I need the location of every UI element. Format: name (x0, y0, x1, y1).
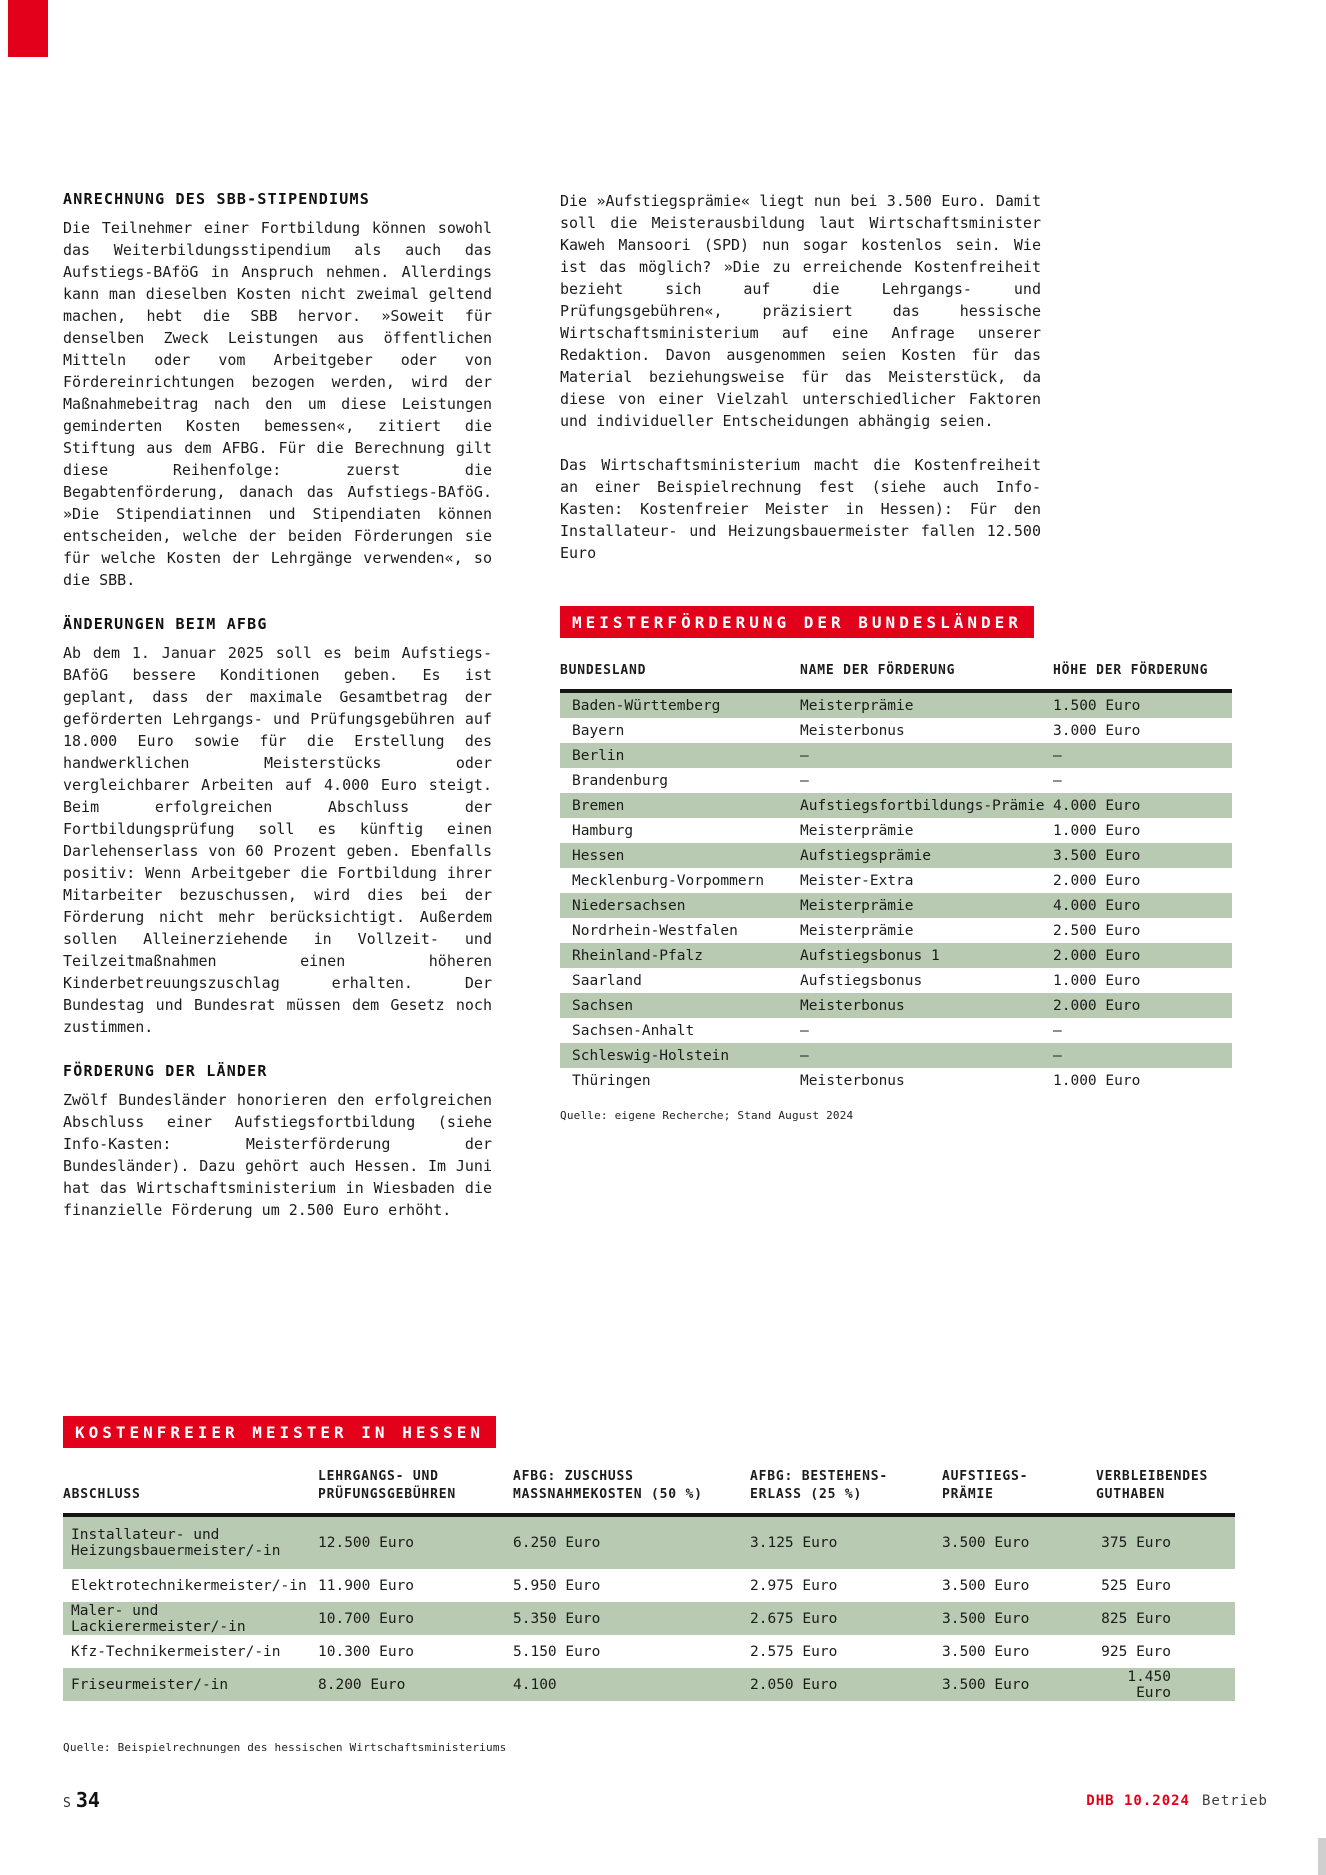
section-body: Ab dem 1. Januar 2025 soll es beim Aufstiegs-BAföG bessere Konditionen geben. Es ist geplant, dass der maximale Gesamtbetrag der geförderten Lehrgangs- und Prüfungsgebühren auf 18.000 Euro sowie für die Erstellung des handwerklichen Meisterstücks oder vergleichbarer Arbeiten auf 4.000 Euro steigt. Beim erfolgreichen Abschluss der Fortbildungsprüfung soll es künftig einen Darlehenserlass von 60 Prozent geben. Ebenfalls positiv: Wenn Arbeitgeber die Fortbildung ihrer Mitarbeiter bezuschussen, wird dies bei der Förderung nicht mehr berücksichtigt. Außerdem sollen Alleinerziehende in Vollzeit- und Teilzeitmaßnahmen einen höheren Kinderbetreuungszuschlag erhalten. Der Bundestag und Bundesrat müssen dem Gesetz noch zustimmen. (63, 644, 492, 1036)
cell-premium: 3.500 Euro (942, 1643, 1030, 1660)
cell-program: Aufstiegsfortbildungs-Prämie (800, 797, 1045, 814)
paragraph: Die »Aufstiegsprämie« liegt nun bei 3.500 Euro. Damit soll die Meisterausbildung laut Wirtschaftsminister Kaweh Mansoori (SPD) nun sogar kostenlos sein. Wie ist das möglich? »Die zu erreichende Kostenfreiheit bezieht sich auf die Lehrgangs- und Prüfungsgebühren«, präzisiert das hessische Wirtschaftsministerium auf eine Anfrage unserer Redaktion. Davon ausgenommen seien Kosten für das Material beziehungsweise für das Meisterstück, da diese von einer Vielzahl unterschiedlicher Faktoren und individueller Entscheidungen abhängig seien. (560, 192, 1041, 430)
cell-amount: – (1053, 747, 1062, 764)
cell-remission: 2.575 Euro (750, 1643, 838, 1660)
table-row (560, 793, 1232, 818)
cell-amount: – (1053, 772, 1062, 789)
cell-fees: 10.300 Euro (318, 1643, 415, 1660)
cell-amount: 2.000 Euro (1053, 947, 1141, 964)
states-table (560, 662, 1232, 1093)
article-section-laender (63, 1062, 492, 1221)
cell-amount: 3.500 Euro (1053, 847, 1141, 864)
article-section-afbg (63, 615, 492, 1038)
cell-amount: 2.500 Euro (1053, 922, 1141, 939)
page-edge-strip (1318, 1838, 1326, 1875)
cell-state: Schleswig-Holstein (572, 1047, 730, 1064)
column-header: VERBLEIBENDES GUTHABEN (1096, 1468, 1235, 1515)
cell-program: Meisterprämie (800, 897, 914, 914)
cell-remission: 3.125 Euro (750, 1535, 838, 1551)
cell-amount: 1.000 Euro (1053, 822, 1141, 839)
cell-state: Saarland (572, 972, 642, 989)
cell-state: Brandenburg (572, 772, 669, 789)
table-row (560, 1068, 1232, 1093)
table-source: Quelle: Beispielrechnungen des hessischen Wirtschaftsministeriums (63, 1741, 507, 1754)
cell-state: Baden-Württemberg (572, 697, 721, 714)
table-row (560, 1018, 1232, 1043)
red-corner-tab (8, 0, 48, 57)
cell-state: Hessen (572, 847, 625, 864)
table-row (560, 893, 1232, 918)
cell-amount: – (1053, 1022, 1062, 1039)
table-row (560, 943, 1232, 968)
cell-program: – (800, 1047, 809, 1064)
cell-program: Meister-Extra (800, 872, 914, 889)
cell-program: – (800, 747, 809, 764)
right-column (560, 190, 1041, 564)
cell-remaining: 375 Euro (1101, 1535, 1171, 1551)
cell-remission: 2.975 Euro (750, 1577, 838, 1594)
column-header: NAME DER FÖRDERUNG (800, 662, 1053, 691)
left-column (63, 190, 492, 1245)
cell-state: Sachsen (572, 997, 634, 1014)
section-heading: ANRECHNUNG DES SBB-STIPENDIUMS (63, 190, 370, 208)
cell-fees: 12.500 Euro (318, 1535, 415, 1551)
table-row (560, 691, 1232, 718)
table-row (560, 968, 1232, 993)
cell-degree: Installateur- und Heizungsbauermeister/-in (71, 1527, 281, 1559)
section-heading: FÖRDERUNG DER LÄNDER (63, 1062, 268, 1080)
cell-state: Bremen (572, 797, 625, 814)
article-section-sbb (63, 190, 492, 591)
cell-subsidy: 5.150 Euro (513, 1643, 601, 1660)
cell-program: Meisterprämie (800, 822, 914, 839)
cell-state: Mecklenburg-Vorpommern (572, 872, 765, 889)
cell-degree: Friseurmeister/-in (71, 1676, 229, 1693)
cell-state: Rheinland-Pfalz (572, 947, 703, 964)
cell-program: Aufstiegsbonus 1 (800, 947, 940, 964)
table-row (560, 768, 1232, 793)
cell-premium: 3.500 Euro (942, 1577, 1030, 1594)
cell-remission: 2.675 Euro (750, 1610, 838, 1627)
cell-premium: 3.500 Euro (942, 1676, 1030, 1693)
cell-amount: 3.000 Euro (1053, 722, 1141, 739)
cell-state: Sachsen-Anhalt (572, 1022, 695, 1039)
states-funding-infobox (560, 606, 1232, 1122)
cell-degree: Maler- und Lackierermeister/-in (71, 1602, 246, 1635)
cell-program: Meisterbonus (800, 722, 905, 739)
cell-fees: 8.200 Euro (318, 1676, 406, 1693)
page-prefix: S (63, 1796, 71, 1811)
table-row (560, 843, 1232, 868)
cell-degree: Elektrotechnikermeister/-in (71, 1577, 307, 1594)
cell-remaining: 825 Euro (1101, 1610, 1171, 1627)
table-source: Quelle: eigene Recherche; Stand August 2024 (560, 1109, 854, 1122)
header-row (63, 1468, 1235, 1515)
cell-amount: 4.000 Euro (1053, 797, 1141, 814)
cell-amount: 2.000 Euro (1053, 997, 1141, 1014)
cell-subsidy: 6.250 Euro (513, 1535, 601, 1551)
table-row (63, 1569, 1235, 1602)
cell-remission: 2.050 Euro (750, 1676, 838, 1693)
cell-program: Meisterbonus (800, 997, 905, 1014)
table-row (560, 718, 1232, 743)
column-header: BUNDESLAND (560, 662, 800, 691)
hessen-table (63, 1468, 1235, 1701)
cell-state: Hamburg (572, 822, 634, 839)
cell-premium: 3.500 Euro (942, 1535, 1030, 1551)
section-label: Betrieb (1201, 1793, 1268, 1809)
page-number (63, 1788, 100, 1812)
cell-amount: 1.000 Euro (1053, 1072, 1141, 1089)
section-heading: ÄNDERUNGEN BEIM AFBG (63, 615, 268, 633)
issue-label: DHB 10.2024 (1086, 1793, 1190, 1809)
column-header: AUFSTIEGS- PRÄMIE (942, 1468, 1096, 1515)
cell-state: Nordrhein-Westfalen (572, 922, 738, 939)
table-row (63, 1635, 1235, 1668)
table-row (63, 1515, 1235, 1569)
table-row (560, 818, 1232, 843)
page-number-value: 34 (75, 1788, 100, 1812)
cell-subsidy: 5.350 Euro (513, 1610, 601, 1627)
table-row (560, 993, 1232, 1018)
table-row (560, 868, 1232, 893)
cell-remaining: 925 Euro (1101, 1643, 1171, 1660)
cell-program: – (800, 1022, 809, 1039)
cell-fees: 11.900 Euro (318, 1577, 415, 1594)
cell-remaining: 1.450 Euro (1127, 1668, 1171, 1701)
column-header: ABSCHLUSS (63, 1468, 318, 1515)
cell-amount: 1.000 Euro (1053, 972, 1141, 989)
cell-state: Thüringen (572, 1072, 651, 1089)
column-header: LEHRGANGS- UND PRÜFUNGSGEBÜHREN (318, 1468, 513, 1515)
footer-issue-info (1086, 1793, 1268, 1809)
cell-program: – (800, 772, 809, 789)
cell-fees: 10.700 Euro (318, 1610, 415, 1627)
table-row (63, 1602, 1235, 1635)
cell-amount: 2.000 Euro (1053, 872, 1141, 889)
table-row (63, 1668, 1235, 1701)
cell-state: Berlin (572, 747, 625, 764)
cell-remaining: 525 Euro (1101, 1577, 1171, 1594)
column-header: AFBG: ZUSCHUSS MASSNAHMEKOSTEN (50 %) (513, 1468, 750, 1515)
cell-program: Aufstiegsprämie (800, 847, 931, 864)
cell-program: Meisterprämie (800, 697, 914, 714)
column-header: HÖHE DER FÖRDERUNG (1053, 662, 1232, 691)
cell-degree: Kfz-Technikermeister/-in (71, 1643, 281, 1660)
cell-amount: 1.500 Euro (1053, 697, 1141, 714)
table-row (560, 1043, 1232, 1068)
column-header: AFBG: BESTEHENS- ERLASS (25 %) (750, 1468, 942, 1515)
cell-amount: – (1053, 1047, 1062, 1064)
cell-subsidy: 4.100 (513, 1676, 557, 1693)
cell-program: Meisterprämie (800, 922, 914, 939)
table-row (560, 743, 1232, 768)
infobox-title: KOSTENFREIER MEISTER IN HESSEN (63, 1416, 496, 1448)
cell-program: Aufstiegsbonus (800, 972, 923, 989)
cell-premium: 3.500 Euro (942, 1610, 1030, 1627)
cell-subsidy: 5.950 Euro (513, 1577, 601, 1594)
section-body: Zwölf Bundesländer honorieren den erfolgreichen Abschluss einer Aufstiegsfortbildung (siehe Info-Kasten: Meisterförderung der Bundesländer). Dazu gehört auch Hessen. Im Juni hat das Wirtschaftsministerium in Wiesbaden die finanzielle Förderung um 2.500 Euro erhöht. (63, 1091, 492, 1219)
cell-state: Bayern (572, 722, 625, 739)
header-row (560, 662, 1232, 691)
infobox-title: MEISTERFÖRDERUNG DER BUNDESLÄNDER (560, 606, 1034, 638)
paragraph: Das Wirtschaftsministerium macht die Kostenfreiheit an einer Beispielrechnung fest (siehe auch Info-Kasten: Kostenfreier Meister in Hessen): Für den Installateur- und Heizungsbauermeister fallen 12.500 Euro (560, 456, 1041, 562)
cell-state: Niedersachsen (572, 897, 686, 914)
cell-program: Meisterbonus (800, 1072, 905, 1089)
section-body: Die Teilnehmer einer Fortbildung können sowohl das Weiterbildungsstipendium als auch das Aufstiegs-BAföG in Anspruch nehmen. Allerdings kann man dieselben Kosten nicht zweimal geltend machen, hebt die SBB hervor. »Soweit für denselben Zweck Leistungen aus öffentlichen Mitteln oder vom Arbeitgeber oder von Fördereinrichtungen bezogen werden, wird der Maßnahmebeitrag nach den um diese Leistungen geminderten Kosten bemessen«, zitiert die Stiftung aus dem AFBG. Für die Berechnung gilt diese Reihenfolge: zuerst die Begabtenförderung, danach das Aufstiegs-BAföG. »Die Stipendiatinnen und Stipendiaten können entscheiden, welche der beiden Förderungen sie für welche Kosten der Lehrgänge verwenden«, so die SBB. (63, 219, 492, 589)
hessen-infobox (63, 1416, 1235, 1754)
cell-amount: 4.000 Euro (1053, 897, 1141, 914)
table-row (560, 918, 1232, 943)
